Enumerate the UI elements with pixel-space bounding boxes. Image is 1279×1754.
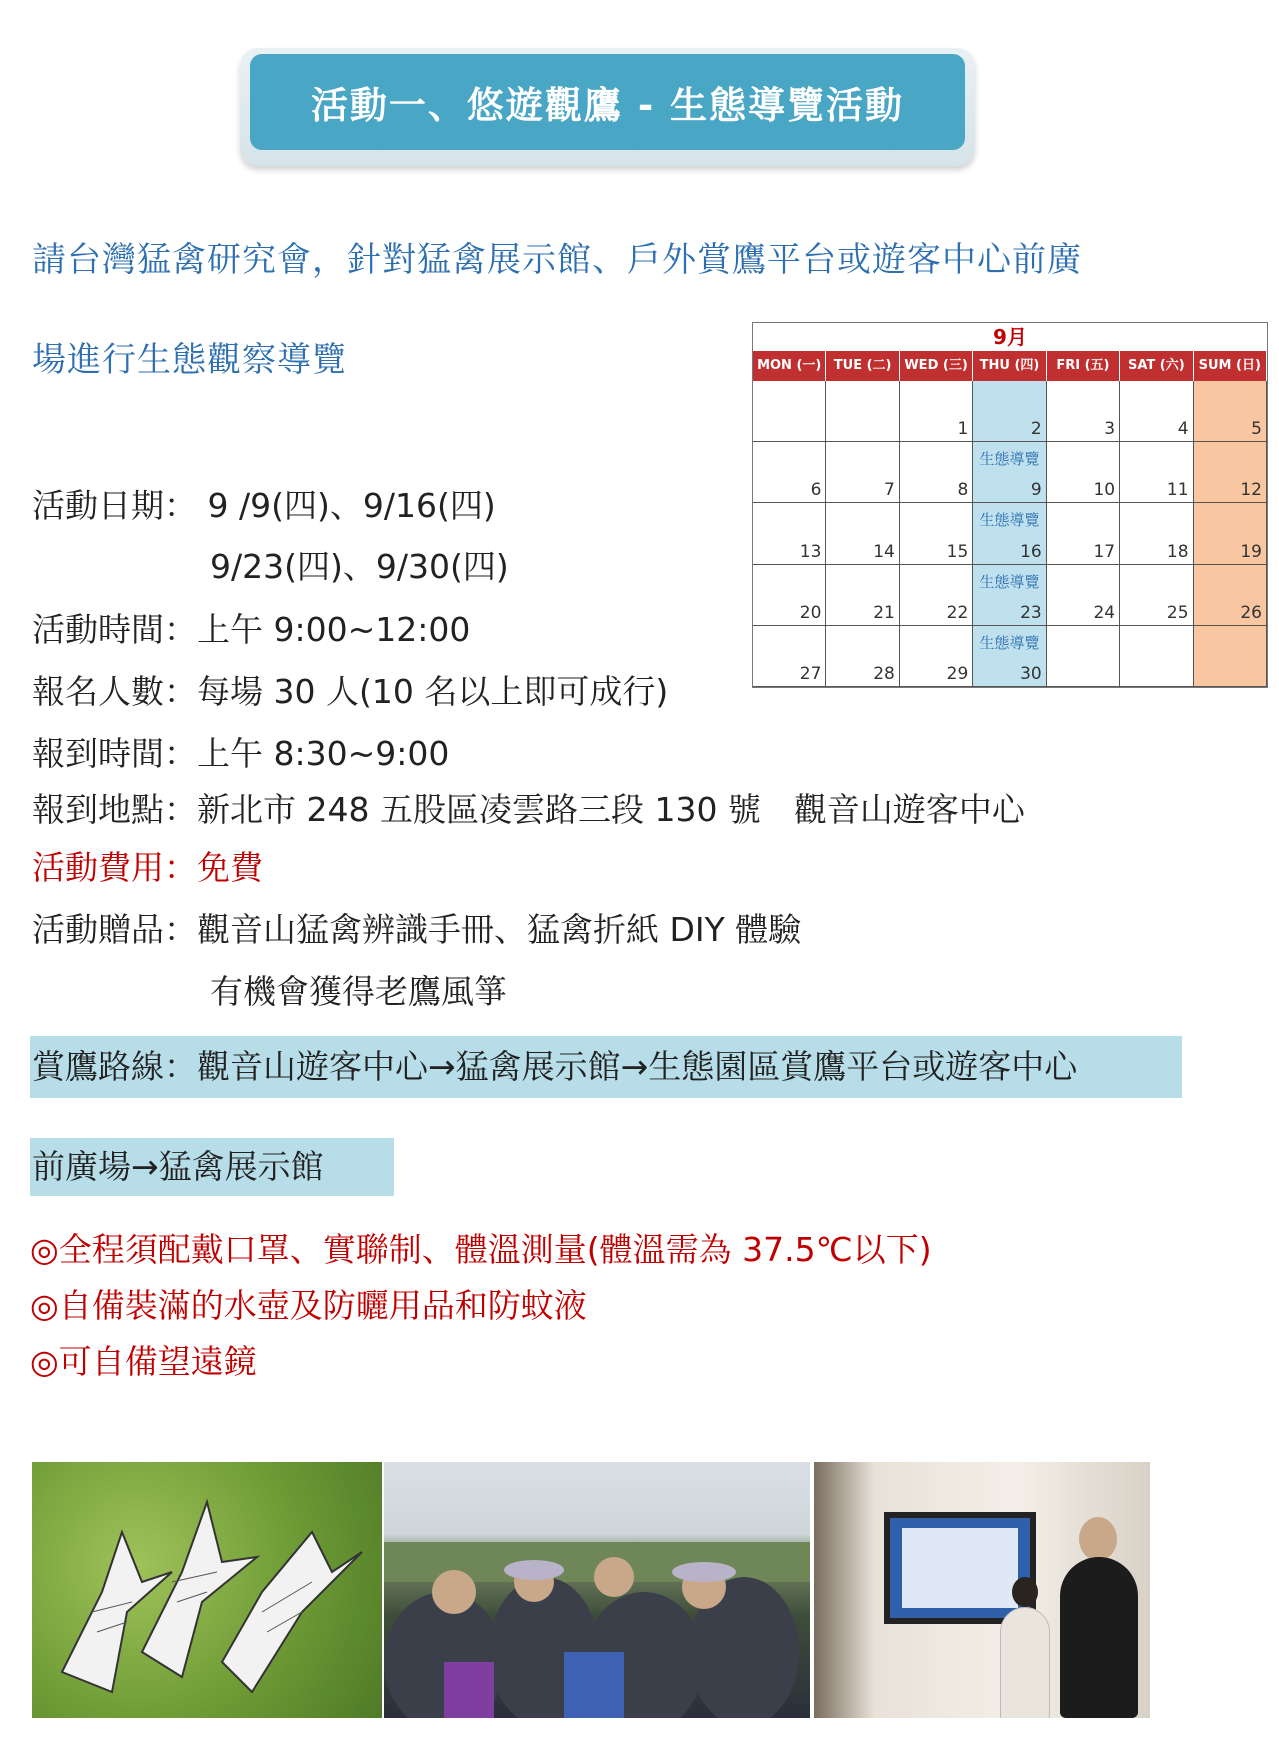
route-alt: 前廣場→猛禽展示館	[30, 1138, 394, 1196]
route-main: 賞鷹路線：觀音山遊客中心→猛禽展示館→生態園區賞鷹平台或遊客中心	[30, 1036, 1182, 1098]
count-value: 每場 30 人(10 名以上即可成行)	[197, 672, 669, 711]
gift-value-2: 有機會獲得老鷹風箏	[210, 972, 507, 1011]
calendar-day-cell	[900, 381, 973, 442]
title-banner	[240, 48, 975, 166]
calendar-day-number: 17	[1093, 541, 1116, 562]
calendar-day-number: 30	[1020, 663, 1042, 684]
calendar-day-cell	[1047, 381, 1120, 442]
calendar-day-number: 10	[1093, 480, 1116, 501]
calendar-day-number: 28	[873, 663, 895, 684]
calendar-day-cell	[826, 503, 899, 564]
calendar-day-cell	[1194, 381, 1267, 442]
calendar-day-cell	[900, 442, 973, 503]
fee-label: 活動費用：	[32, 848, 197, 887]
calendar-day-cell	[1194, 442, 1267, 503]
calendar-day-number: 23	[1020, 602, 1042, 623]
intro-line-1: 請台灣猛禽研究會，針對猛禽展示館、戶外賞鷹平台或遊客中心前廣	[32, 240, 1082, 280]
calendar-day-number: 26	[1240, 602, 1262, 623]
september-calendar	[752, 322, 1268, 688]
location-label: 報到地點：	[32, 790, 197, 829]
calendar-day-number: 22	[946, 602, 969, 623]
calendar-day-number: 16	[1020, 541, 1042, 562]
calendar-day-cell	[753, 503, 826, 564]
calendar-event-label: 生態導覽	[979, 511, 1040, 530]
calendar-day-cell	[973, 442, 1046, 503]
location-value: 新北市 248 五股區凌雲路三段 130 號 觀音山遊客中心	[197, 790, 1025, 829]
calendar-day-number: 4	[1177, 419, 1189, 440]
calendar-day-cell	[753, 565, 826, 626]
calendar-day-number: 3	[1104, 419, 1116, 440]
fee-value: 免費	[197, 848, 263, 887]
kite-photo	[32, 1462, 382, 1718]
calendar-day-cell	[973, 565, 1046, 626]
calendar-header-5: SAT (六)	[1120, 351, 1193, 381]
note-binoculars: ◎可自備望遠鏡	[30, 1342, 257, 1381]
birdwatchers-image	[384, 1462, 810, 1718]
calendar-day-number: 11	[1166, 480, 1189, 501]
count-label: 報名人數：	[32, 672, 197, 711]
exhibit-photo	[814, 1462, 1150, 1718]
calendar-day-number: 27	[799, 663, 822, 684]
calendar-day-cell	[826, 442, 899, 503]
calendar-day-cell	[900, 565, 973, 626]
calendar-day-cell	[1120, 565, 1193, 626]
calendar-day-cell	[1120, 503, 1193, 564]
calendar-day-number: 2	[1030, 419, 1042, 440]
calendar-header-2: WED (三)	[900, 351, 973, 381]
location-row	[32, 784, 1025, 831]
calendar-header-4: FRI (五)	[1047, 351, 1120, 381]
calendar-day-cell	[973, 626, 1046, 687]
calendar-day-number: 6	[810, 480, 822, 501]
calendar-day-number: 19	[1240, 541, 1262, 562]
calendar-header-0: MON (一)	[753, 351, 826, 381]
fee-row	[32, 842, 263, 889]
calendar-day-number: 13	[799, 541, 822, 562]
calendar-day-number: 8	[957, 480, 969, 501]
calendar-event-label: 生態導覽	[979, 572, 1040, 591]
gift-row	[32, 904, 801, 951]
calendar-day-cell	[753, 381, 826, 442]
calendar-day-cell	[1047, 626, 1120, 687]
calendar-day-cell	[900, 503, 973, 564]
calendar-grid	[753, 351, 1267, 687]
checkin-time-value: 上午 8:30~9:00	[197, 734, 450, 773]
calendar-day-cell	[1047, 565, 1120, 626]
calendar-day-cell	[1120, 442, 1193, 503]
calendar-day-cell	[973, 381, 1046, 442]
calendar-day-cell	[826, 565, 899, 626]
calendar-day-number: 5	[1251, 419, 1262, 440]
time-value: 上午 9:00~12:00	[197, 610, 471, 649]
calendar-day-number: 14	[873, 541, 895, 562]
checkin-time-row	[32, 728, 449, 775]
calendar-event-label: 生態導覽	[979, 450, 1040, 469]
calendar-header-3: THU (四)	[973, 351, 1046, 381]
note-mask: ◎全程須配戴口罩、實聯制、體溫測量(體溫需為 37.5℃以下)	[30, 1230, 932, 1269]
calendar-day-cell	[753, 626, 826, 687]
calendar-day-cell	[1047, 503, 1120, 564]
date-row	[32, 480, 496, 527]
time-label: 活動時間：	[32, 610, 197, 649]
calendar-day-number: 24	[1093, 602, 1116, 623]
gift-label: 活動贈品：	[32, 910, 197, 949]
birdwatchers-photo	[384, 1462, 810, 1718]
calendar-day-cell	[753, 442, 826, 503]
date-label: 活動日期：	[32, 486, 197, 525]
eagle-kites-image	[32, 1462, 382, 1718]
calendar-day-cell	[900, 626, 973, 687]
calendar-day-number: 12	[1240, 480, 1262, 501]
date-value-1: 9 /9(四)、9/16(四)	[197, 486, 496, 525]
calendar-day-cell	[1194, 503, 1267, 564]
calendar-day-cell	[826, 381, 899, 442]
calendar-day-number: 1	[957, 419, 969, 440]
calendar-day-number: 21	[873, 602, 895, 623]
time-row	[32, 604, 470, 651]
calendar-header-6: SUM (日)	[1194, 351, 1267, 381]
calendar-day-cell	[1120, 626, 1193, 687]
calendar-day-cell	[1194, 565, 1267, 626]
display-screen	[884, 1512, 1036, 1624]
calendar-day-cell	[1194, 626, 1267, 687]
calendar-month: 9月	[993, 325, 1027, 349]
calendar-event-label: 生態導覽	[979, 633, 1040, 652]
count-row	[32, 666, 668, 713]
calendar-day-number: 20	[799, 602, 822, 623]
page-title: 活動一、悠遊觀鷹 - 生態導覽活動	[250, 54, 965, 150]
calendar-day-cell	[1047, 442, 1120, 503]
calendar-day-number: 9	[1030, 480, 1042, 501]
intro-line-2: 場進行生態觀察導覽	[32, 340, 347, 380]
calendar-header-1: TUE (二)	[826, 351, 899, 381]
calendar-day-cell	[973, 503, 1046, 564]
note-water: ◎自備裝滿的水壺及防曬用品和防蚊液	[30, 1286, 587, 1325]
calendar-day-number: 7	[884, 480, 895, 501]
calendar-day-number: 25	[1166, 602, 1189, 623]
calendar-day-number: 18	[1166, 541, 1189, 562]
calendar-day-number: 29	[946, 663, 969, 684]
gift-value-1: 觀音山猛禽辨識手冊、猛禽折紙 DIY 體驗	[197, 910, 802, 949]
date-value-2: 9/23(四)、9/30(四)	[210, 547, 509, 586]
calendar-day-number: 15	[946, 541, 969, 562]
calendar-day-cell	[826, 626, 899, 687]
calendar-day-cell	[1120, 381, 1193, 442]
checkin-time-label: 報到時間：	[32, 734, 197, 773]
